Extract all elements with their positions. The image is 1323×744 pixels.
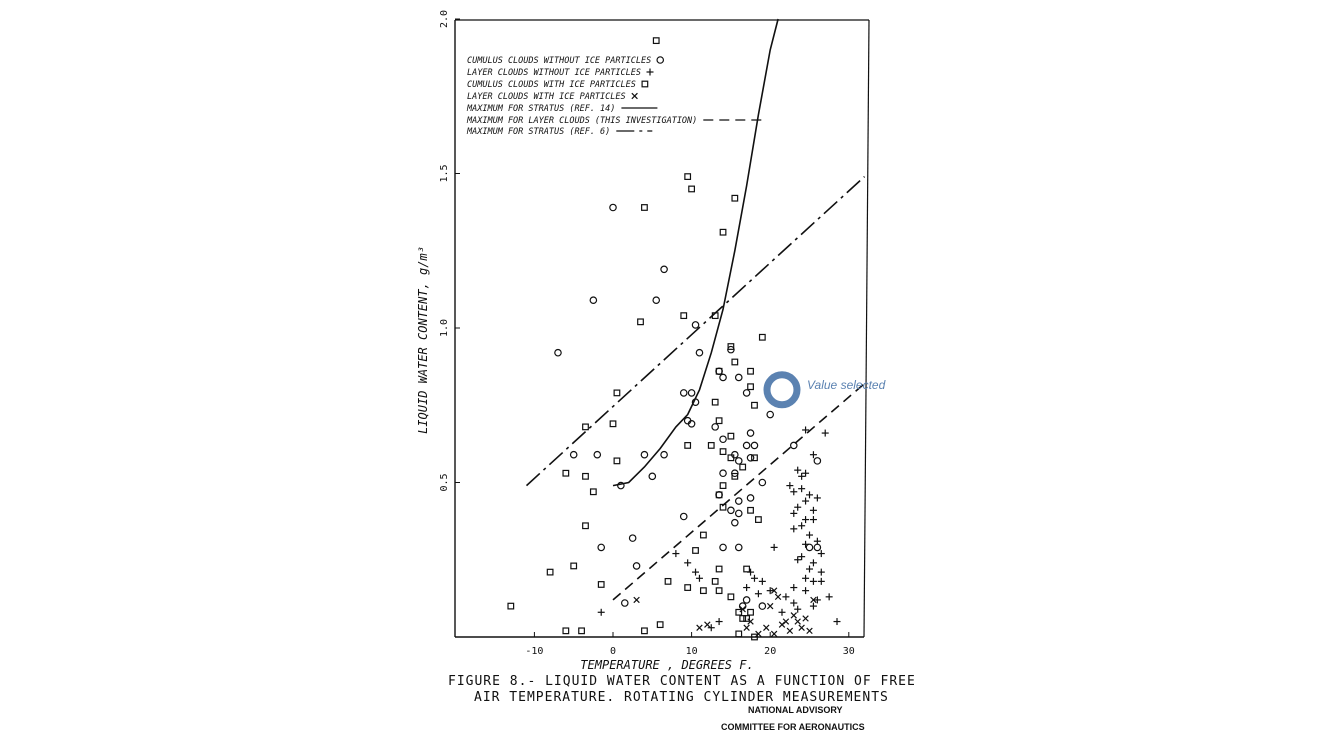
y-tick-label: 1.0 [439, 318, 450, 338]
data-point-square [693, 548, 699, 554]
data-point-square [701, 588, 707, 594]
curve-dashed [613, 384, 865, 600]
data-point-plus [806, 532, 813, 539]
data-point-square [653, 38, 659, 44]
data-point-plus [806, 566, 813, 573]
data-point-square [744, 566, 750, 572]
data-point-cross [771, 631, 777, 637]
data-point-circle [661, 266, 667, 272]
selection-ring-icon [767, 375, 797, 405]
data-point-cross [744, 625, 750, 631]
data-point-square [571, 563, 577, 569]
data-point-circle [633, 563, 639, 569]
data-point-cross [763, 625, 769, 631]
data-point-circle [791, 442, 797, 448]
data-point-plus [810, 516, 817, 523]
data-point-plus [798, 522, 805, 529]
data-point-plus [810, 578, 817, 585]
data-point-plus [810, 559, 817, 566]
right-axis-line [864, 20, 869, 637]
data-point-circle [712, 424, 718, 430]
data-point-circle [590, 297, 596, 303]
data-point-circle [688, 390, 694, 396]
y-ticks [439, 10, 460, 492]
data-point-cross [791, 613, 797, 619]
data-point-plus [790, 510, 797, 517]
data-point-plus [782, 593, 789, 600]
x-tick-label: 30 [842, 646, 855, 657]
data-point-plus [692, 569, 699, 576]
data-point-cross [807, 628, 813, 634]
data-point-square [712, 579, 718, 585]
data-point-plus [790, 488, 797, 495]
data-point-plus [802, 541, 809, 548]
data-point-plus [794, 467, 801, 474]
data-point-plus [672, 550, 679, 557]
data-point-plus [743, 584, 750, 591]
data-point-cross [795, 619, 801, 625]
data-point-circle [814, 544, 820, 550]
legend-label: CUMULUS CLOUDS WITH ICE PARTICLES [467, 80, 636, 90]
data-point-square [657, 622, 663, 628]
data-point-circle [629, 535, 635, 541]
data-point-square [583, 523, 589, 529]
data-point-circle [641, 451, 647, 457]
curve-dashdot [527, 177, 865, 486]
data-point-circle [661, 451, 667, 457]
data-point-square [728, 433, 734, 439]
data-point-square [685, 443, 691, 449]
data-point-plus [818, 578, 825, 585]
data-point-circle [736, 374, 742, 380]
data-point-square [638, 319, 644, 325]
data-point-circle [728, 507, 734, 513]
y-tick-label: 0.5 [439, 473, 450, 492]
data-point-square [665, 579, 671, 585]
data-point-square [591, 489, 597, 495]
data-point-cross [783, 619, 789, 625]
data-point-square [712, 399, 718, 405]
data-point-plus [802, 575, 809, 582]
data-point-cross [634, 597, 640, 603]
data-point-plus [802, 470, 809, 477]
data-point-circle [720, 374, 726, 380]
data-point-plus [790, 525, 797, 532]
data-point-plus [794, 556, 801, 563]
data-point-plus [798, 473, 805, 480]
figure-caption-line2: AIR TEMPERATURE. ROTATING CYLINDER MEASUREMENTS [474, 690, 889, 705]
data-point-circle [743, 442, 749, 448]
org-line2: COMMITTEE FOR AERONAUTICS [721, 722, 865, 732]
data-point-square [598, 582, 604, 588]
y-tick-label: 2.0 [439, 9, 450, 29]
data-point-circle [732, 519, 738, 525]
legend-symbol-cross [632, 93, 638, 99]
data-point-circle [653, 297, 659, 303]
data-point-square [579, 628, 585, 634]
data-point-circle [759, 479, 765, 485]
legend-label: MAXIMUM FOR LAYER CLOUDS (THIS INVESTIGATION) [467, 116, 698, 126]
data-point-square [708, 443, 714, 449]
data-point-plus [696, 575, 703, 582]
data-point-plus [794, 606, 801, 613]
data-point-plus [684, 559, 691, 566]
data-point-plus [814, 494, 821, 501]
data-point-circle [736, 510, 742, 516]
data-point-square [642, 205, 648, 211]
data-point-plus [802, 587, 809, 594]
data-point-cross [787, 628, 793, 634]
data-point-circle [743, 390, 749, 396]
data-point-square [614, 458, 620, 464]
selection-label: Value selected [806, 377, 886, 392]
data-point-cross [803, 616, 809, 622]
legend [466, 56, 761, 137]
data-point-square [748, 384, 754, 390]
data-point-circle [720, 436, 726, 442]
data-point-circle [598, 544, 604, 550]
data-point-circle [747, 430, 753, 436]
data-point-plus [826, 593, 833, 600]
data-point-plus [755, 590, 762, 597]
data-point-square [748, 508, 754, 514]
data-point-square [720, 483, 726, 489]
data-point-plus [802, 516, 809, 523]
data-point-circle [751, 442, 757, 448]
data-point-square [756, 517, 762, 523]
data-point-plus [747, 569, 754, 576]
data-point-circle [720, 470, 726, 476]
y-tick-label: 1.5 [439, 164, 450, 183]
legend-label: MAXIMUM FOR STRATUS (REF. 6) [467, 127, 611, 137]
x-tick-label: 10 [685, 646, 698, 657]
data-point-cross [767, 603, 773, 609]
x-ticks [525, 632, 854, 657]
legend-symbol-circle [657, 57, 663, 63]
data-point-circle [692, 322, 698, 328]
x-tick-label: 0 [609, 646, 617, 657]
data-point-square [720, 449, 726, 455]
data-point-square [748, 368, 754, 374]
x-axis-label: TEMPERATURE , DEGREES F. [580, 658, 754, 672]
legend-label: LAYER CLOUDS WITHOUT ICE PARTICLES [467, 68, 641, 78]
legend-label: LAYER CLOUDS WITH ICE PARTICLES [467, 92, 626, 102]
data-point-circle [720, 544, 726, 550]
data-point-square [716, 566, 722, 572]
data-point-plus [814, 538, 821, 545]
data-point-circle [649, 473, 655, 479]
data-point-square [685, 585, 691, 591]
data-point-plus [716, 618, 723, 625]
data-point-plus [790, 584, 797, 591]
data-point-circle [610, 204, 616, 210]
data-point-plus [786, 482, 793, 489]
data-point-square [583, 424, 589, 430]
data-point-plus [751, 575, 758, 582]
data-point-square [583, 474, 589, 480]
data-point-square [720, 229, 726, 235]
data-point-plus [818, 550, 825, 557]
legend-symbol-square [642, 81, 648, 87]
data-point-square [732, 195, 738, 201]
data-point-circle [681, 513, 687, 519]
data-point-square [689, 186, 695, 192]
legend-label: CUMULUS CLOUDS WITHOUT ICE PARTICLES [467, 56, 652, 66]
data-point-circle [736, 458, 742, 464]
data-point-square [716, 418, 722, 424]
x-tick-label: -10 [525, 646, 544, 657]
data-point-circle [622, 600, 628, 606]
data-point-circle [759, 603, 765, 609]
data-point-square [701, 532, 707, 538]
curve-solid [613, 19, 778, 486]
data-point-plus [822, 430, 829, 437]
data-point-square [563, 470, 569, 476]
legend-symbol-plus [647, 69, 654, 76]
data-point-cross [799, 625, 805, 631]
selection-annotation[interactable] [767, 375, 886, 405]
data-point-square [728, 594, 734, 600]
data-point-plus [806, 491, 813, 498]
data-point-square [732, 359, 738, 365]
data-point-plus [771, 544, 778, 551]
data-point-cross [775, 594, 781, 600]
data-point-plus [814, 596, 821, 603]
x-tick-label: 20 [764, 646, 777, 657]
data-point-circle [555, 350, 561, 356]
data-point-circle [736, 498, 742, 504]
data-point-square [614, 390, 620, 396]
data-point-square [508, 603, 514, 609]
data-point-circle [696, 350, 702, 356]
y-axis-label: LIQUID WATER CONTENT, g/m³ [416, 246, 430, 434]
data-point-plus [767, 587, 774, 594]
data-point-plus [794, 504, 801, 511]
data-point-cross [705, 622, 711, 628]
data-point-plus [834, 618, 841, 625]
data-point-circle [571, 451, 577, 457]
data-point-plus [810, 507, 817, 514]
data-point-circle [594, 451, 600, 457]
data-point-circle [806, 544, 812, 550]
data-point-plus [802, 498, 809, 505]
figure-caption-line1: FIGURE 8.- LIQUID WATER CONTENT AS A FUNCTION OF FREE [448, 674, 916, 689]
data-point-circle [739, 603, 745, 609]
data-point-circle [747, 495, 753, 501]
data-point-plus [798, 485, 805, 492]
data-point-circle [736, 544, 742, 550]
data-point-square [563, 628, 569, 634]
data-point-square [736, 631, 742, 637]
data-point-plus [810, 603, 817, 610]
data-point-plus [818, 569, 825, 576]
data-point-square [681, 313, 687, 319]
data-point-square [716, 588, 722, 594]
data-point-circle [743, 597, 749, 603]
data-point-square [740, 616, 746, 622]
data-point-plus [778, 609, 785, 616]
data-point-square [748, 609, 754, 615]
data-point-square [610, 421, 616, 427]
data-point-circle [767, 411, 773, 417]
data-point-square [642, 628, 648, 634]
data-point-plus [798, 553, 805, 560]
data-point-plus [810, 451, 817, 458]
data-point-square [760, 334, 766, 340]
data-point-square [740, 464, 746, 470]
data-point-circle [681, 390, 687, 396]
data-point-plus [790, 600, 797, 607]
data-point-square [685, 174, 691, 180]
data-point-square [752, 402, 758, 408]
data-point-cross [697, 625, 703, 631]
data-point-circle [814, 458, 820, 464]
data-point-square [547, 569, 553, 575]
data-point-plus [759, 578, 766, 585]
legend-label: MAXIMUM FOR STRATUS (REF. 14) [467, 104, 616, 114]
data-point-plus [598, 609, 605, 616]
org-line1: NATIONAL ADVISORY [748, 705, 843, 715]
